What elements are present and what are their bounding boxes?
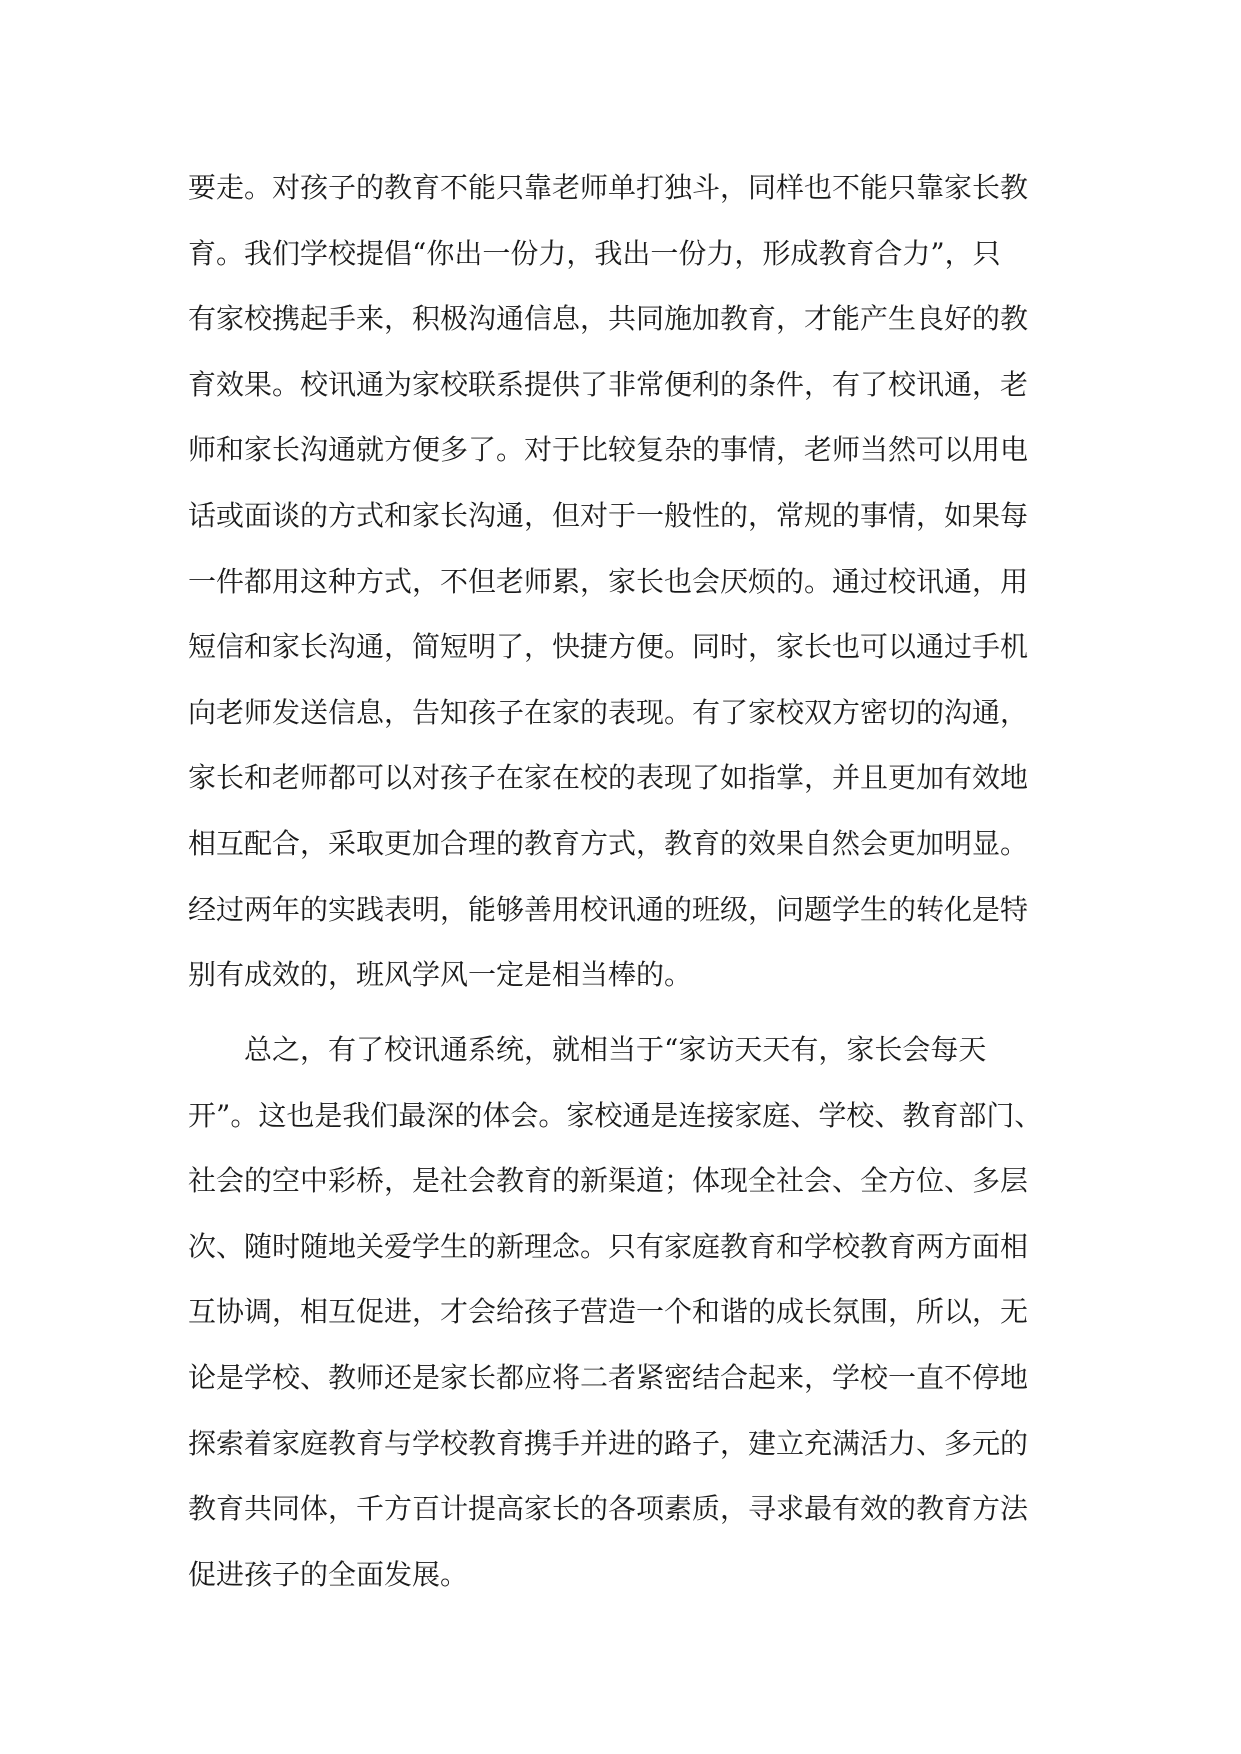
paragraph-1 bbox=[188, 155, 1052, 1008]
paragraph-2 bbox=[188, 1017, 1052, 1607]
paragraph-line: 向老师发送信息，告知孩子在家的表现。有了家校双方密切的沟通， bbox=[188, 695, 1029, 729]
paragraph-line: 教育共同体，千方百计提高家长的各项素质，寻求最有效的教育方法 bbox=[188, 1492, 1029, 1526]
paragraph-line: 促进孩子的全面发展。 bbox=[188, 1557, 469, 1591]
paragraph-line: 育效果。校讯通为家校联系提供了非常便利的条件，有了校讯通，老 bbox=[188, 367, 1029, 401]
paragraph-line: 话或面谈的方式和家长沟通，但对于一般性的，常规的事情，如果每 bbox=[188, 498, 1029, 532]
paragraph-line: 互协调，相互促进，才会给孩子营造一个和谐的成长氛围，所以，无 bbox=[188, 1295, 1029, 1329]
paragraph-line: 探索着家庭教育与学校教育携手并进的路子，建立充满活力、多元的 bbox=[188, 1426, 1029, 1460]
paragraph-line: 师和家长沟通就方便多了。对于比较复杂的事情，老师当然可以用电 bbox=[188, 433, 1029, 467]
paragraph-line: 短信和家长沟通，简短明了，快捷方便。同时，家长也可以通过手机 bbox=[188, 630, 1029, 664]
paragraph-line: 育。我们学校提倡“你出一份力，我出一份力，形成教育合力”，只 bbox=[188, 236, 1001, 270]
paragraph-line: 开”。这也是我们最深的体会。家校通是连接家庭、学校、教育部门、 bbox=[188, 1098, 1043, 1132]
paragraph-line: 次、随时随地关爱学生的新理念。只有家庭教育和学校教育两方面相 bbox=[188, 1229, 1029, 1263]
paragraph-line: 论是学校、教师还是家长都应将二者紧密结合起来，学校一直不停地 bbox=[188, 1360, 1029, 1394]
paragraph-line: 相互配合，采取更加合理的教育方式，教育的效果自然会更加明显。 bbox=[188, 826, 1029, 860]
paragraph-line: 一件都用这种方式，不但老师累，家长也会厌烦的。通过校讯通，用 bbox=[188, 564, 1029, 598]
paragraph-line: 有家校携起手来，积极沟通信息，共同施加教育，才能产生良好的教 bbox=[188, 302, 1029, 336]
paragraph-line: 总之，有了校讯通系统，就相当于“家访天天有，家长会每天 bbox=[188, 1033, 987, 1066]
paragraph-line: 别有成效的，班风学风一定是相当棒的。 bbox=[188, 958, 693, 992]
paragraph-line: 家长和老师都可以对孩子在家在校的表现了如指掌，并且更加有效地 bbox=[188, 761, 1029, 795]
paragraph-line: 社会的空中彩桥，是社会教育的新渠道；体现全社会、全方位、多层 bbox=[188, 1164, 1029, 1198]
paragraph-line: 经过两年的实践表明，能够善用校讯通的班级，问题学生的转化是特 bbox=[188, 892, 1029, 926]
paragraph-line: 要走。对孩子的教育不能只靠老师单打独斗，同样也不能只靠家长教 bbox=[188, 171, 1029, 204]
